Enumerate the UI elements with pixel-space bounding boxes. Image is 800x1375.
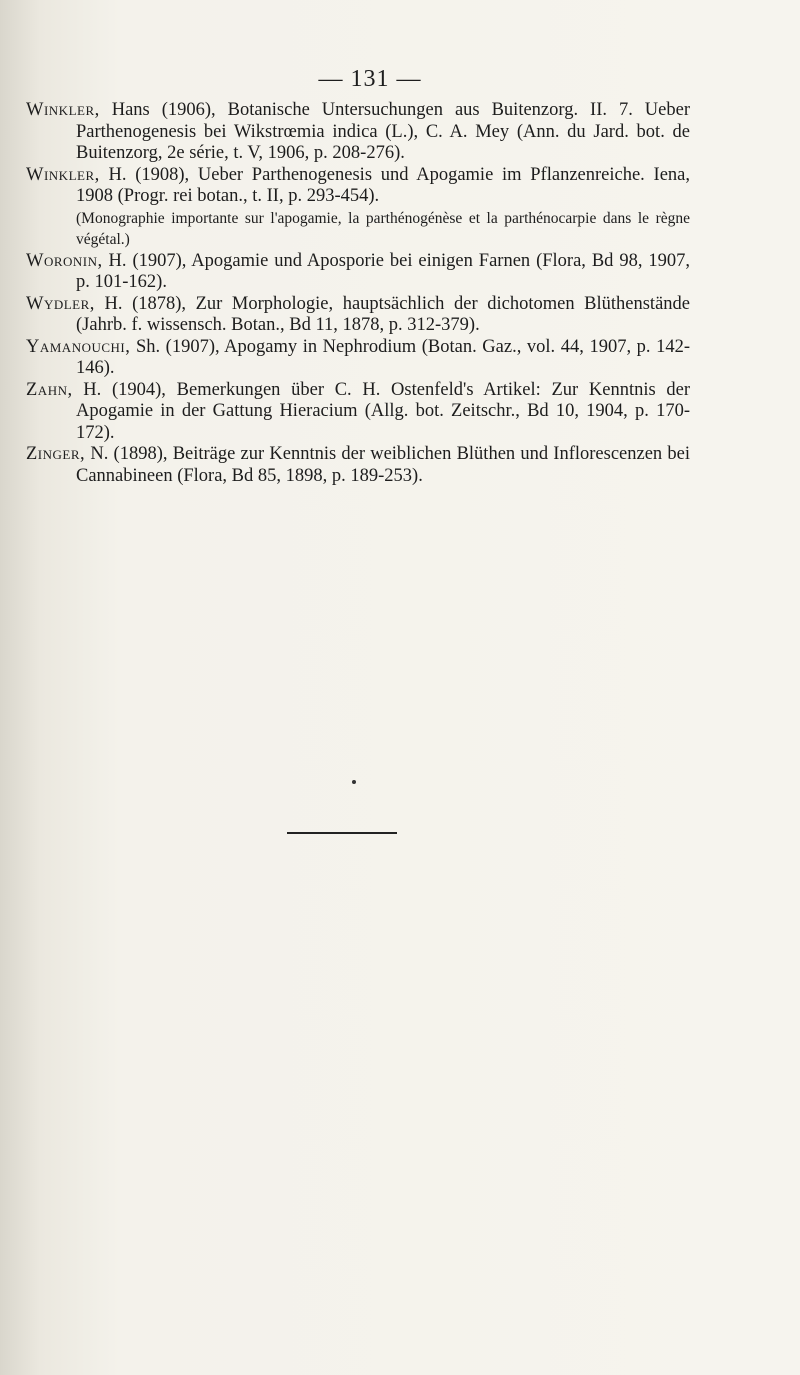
bibliography	[26, 100, 690, 487]
reference-author: Wydler,	[26, 293, 95, 314]
reference-entry	[26, 294, 690, 337]
reference-text: N. (1898), Beiträge zur Kenntnis der weiblichen Blüthen und Inflorescenzen bei Cannabineen (Flora, Bd 85, 1898, p. 189-253).	[76, 444, 690, 486]
reference-text: H. (1907), Apogamie und Aposporie bei einigen Farnen (Flora, Bd 98, 1907, p. 101-162).	[76, 250, 690, 292]
reference-note: (Monographie importante sur l'apogamie, la parthénogénèse et la parthénocarpie dans le règne végétal.)	[76, 209, 690, 248]
reference-entry	[26, 380, 690, 445]
page-number: — 131 —	[318, 66, 422, 92]
reference-text: H. (1908), Ueber Parthenogenesis und Apogamie im Pflanzenreiche. Iena, 1908 (Progr. rei botan., t. II, p. 293-454).	[76, 164, 690, 206]
reference-text: Hans (1906), Botanische Untersuchungen aus Buitenzorg. II. 7. Ueber Parthenogenesis bei Wikstrœmia indica (L.), C. A. Mey (Ann. du Jard. bot. de Buitenzorg, 2e série, t. V, 1906, p. 208-276).	[76, 100, 690, 163]
reference-entry	[26, 251, 690, 294]
reference-text: Sh. (1907), Apogamy in Nephrodium (Botan. Gaz., vol. 44, 1907, p. 142-146).	[76, 336, 690, 378]
reference-entry	[26, 337, 690, 380]
reference-author: Yamanouchi,	[26, 336, 131, 357]
reference-entry	[26, 100, 690, 165]
reference-author: Winkler,	[26, 164, 100, 185]
ink-dot	[352, 780, 356, 784]
reference-author: Zahn,	[26, 379, 73, 400]
reference-text: H. (1878), Zur Morphologie, hauptsächlich der dichotomen Blüthenstände (Jahrb. f. wissensch. Botan., Bd 11, 1878, p. 312-379).	[76, 293, 690, 335]
reference-author: Zinger,	[26, 444, 86, 464]
reference-author: Woronin,	[26, 250, 103, 271]
reference-entry	[26, 165, 690, 251]
reference-text: H. (1904), Bemerkungen über C. H. Ostenfeld's Artikel: Zur Kenntnis der Apogamie in der Gattung Hieracium (Allg. bot. Zeitschr., Bd 10, 1904, p. 170-172).	[72, 379, 690, 443]
end-rule	[287, 832, 397, 834]
reference-author: Winkler,	[26, 100, 100, 120]
reference-entry	[26, 444, 690, 487]
